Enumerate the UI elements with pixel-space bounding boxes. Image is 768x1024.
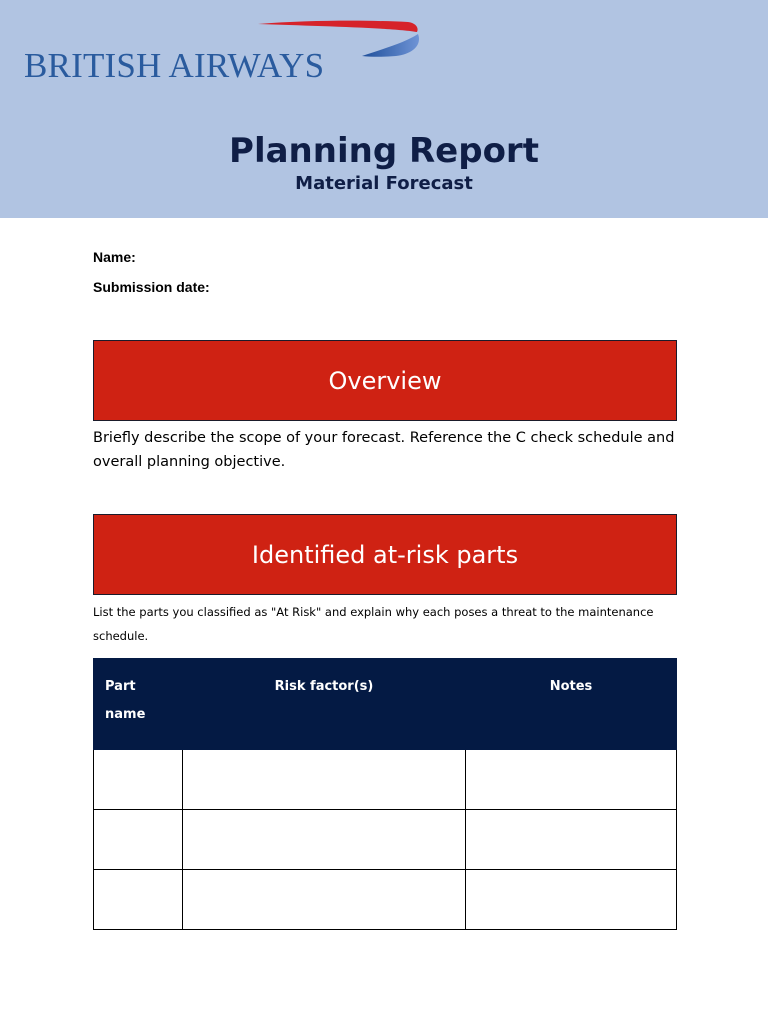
table-row [94,810,677,870]
risk-factor-cell[interactable] [183,810,466,870]
risk-factor-cell[interactable] [183,870,466,930]
overview-instructions: Briefly describe the scope of your forecast. Reference the C check schedule and overall planning objective. [93,430,675,470]
table-row [94,750,677,810]
column-header-risk-factors: Risk factor(s) [183,659,466,750]
brand-name: BRITISH AIRWAYS [24,46,325,85]
notes-cell[interactable] [466,810,677,870]
part-name-cell[interactable] [94,810,183,870]
part-name-cell[interactable] [94,870,183,930]
column-header-notes: Notes [466,659,677,750]
speedmarque-icon [256,18,422,62]
overview-banner [93,340,677,421]
header-band [0,0,768,218]
at-risk-instructions: List the parts you classified as "At Risk" and explain why each poses a threat to the maintenance schedule. [93,605,654,643]
at-risk-heading: Identified at-risk parts [251,540,519,569]
risk-factor-cell[interactable] [183,750,466,810]
part-name-cell[interactable] [94,750,183,810]
notes-cell[interactable] [466,750,677,810]
submission-date-label: Submission date: [93,279,210,295]
notes-cell[interactable] [466,870,677,930]
page-subtitle: Material Forecast [295,173,473,194]
column-header-part-name: Part name [94,659,183,750]
table-header-row [94,659,677,750]
name-field-label: Name: [93,249,136,265]
overview-heading: Overview [328,366,442,395]
at-risk-banner [93,514,677,595]
at-risk-parts-table [93,658,677,930]
table-row [94,870,677,930]
page-title: Planning Report [229,131,539,171]
